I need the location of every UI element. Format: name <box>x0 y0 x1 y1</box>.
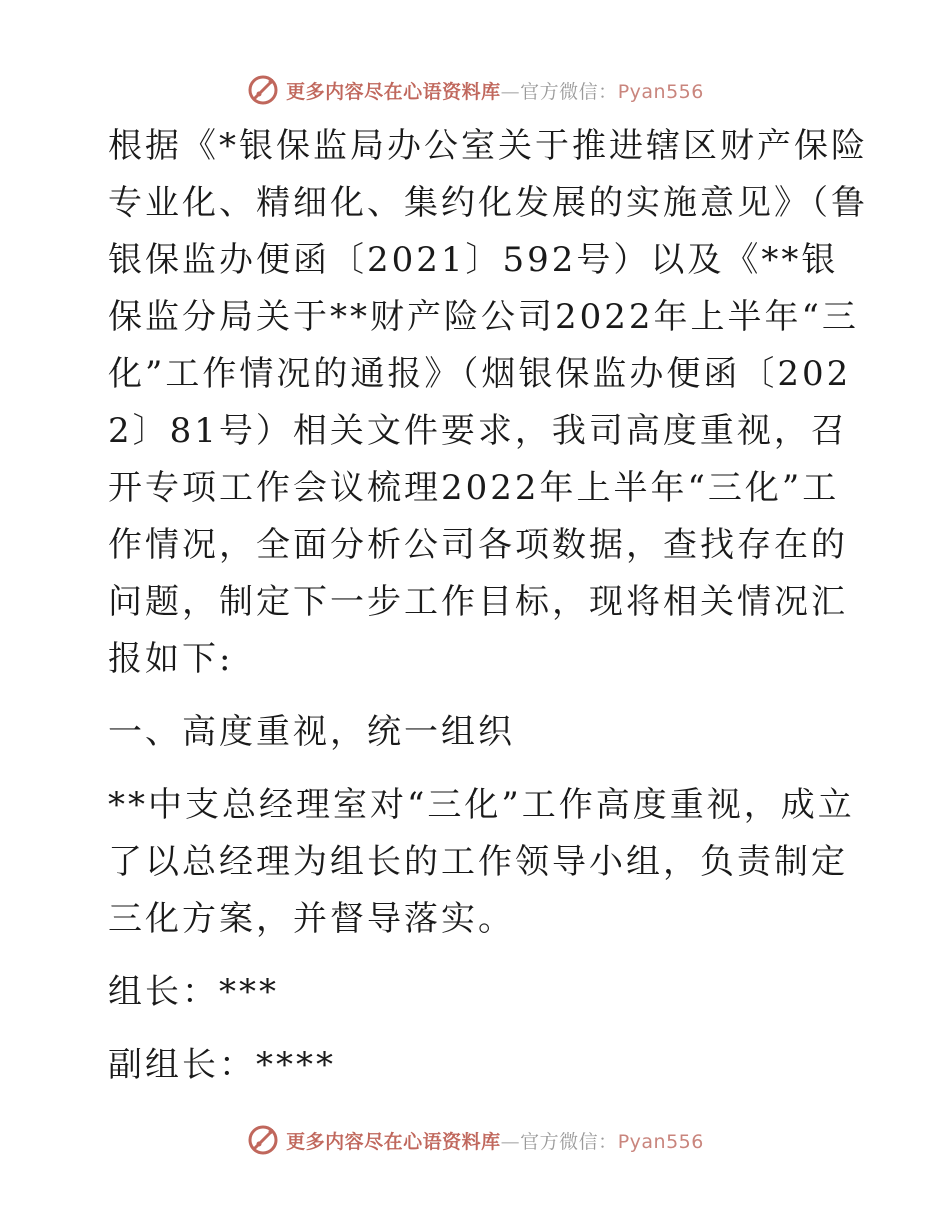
header-watermark <box>0 70 950 110</box>
watermark-brand: 更多内容尽在心语资料库 <box>286 80 501 103</box>
team-leader-line: 组长：*** <box>108 972 279 1012</box>
quill-seal-icon <box>246 73 280 107</box>
section-heading-1: 一、高度重视，统一组织 <box>108 712 515 752</box>
footer-watermark <box>0 1120 950 1160</box>
watermark-text <box>286 1127 704 1154</box>
paragraph-intro: 根据《*银保监局办公室关于推进辖区财产保险专业化、精细化、集约化发展的实施意见》（鲁银保监办便函〔2021〕592号）以及《**银保监分局关于**财产险公司2022年上半年“三化”工作情况的通报》（烟银保监办便函〔2022〕81号）相关文件要求，我司高度重视，召开专项工作会议梳理2022年上半年“三化”工作情况，全面分析公司各项数据，查找存在的问题，制定下一步工作目标，现将相关情况汇报如下: <box>108 126 868 679</box>
watermark-dash: — <box>500 1130 521 1153</box>
watermark-label: 官方微信： <box>520 80 618 103</box>
watermark-account: Pyan556 <box>617 1130 704 1153</box>
paragraph-organization: **中支总经理室对“三化”工作高度重视，成立了以总经理为组长的工作领导小组，负责制定三化方案，并督导落实。 <box>108 785 855 939</box>
quill-seal-icon <box>246 1123 280 1157</box>
watermark-label: 官方微信： <box>520 1130 618 1153</box>
watermark-text <box>286 77 704 104</box>
watermark-dash: — <box>500 80 521 103</box>
watermark-brand: 更多内容尽在心语资料库 <box>286 1130 501 1153</box>
team-deputy-line: 副组长：**** <box>108 1045 336 1085</box>
document-body <box>98 118 868 1094</box>
watermark-account: Pyan556 <box>617 80 704 103</box>
